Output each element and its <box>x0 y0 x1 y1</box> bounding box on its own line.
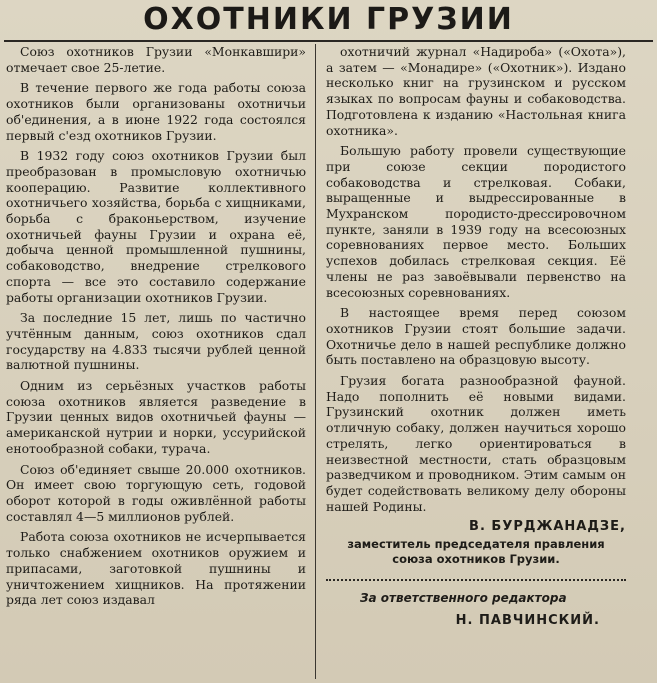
right-column <box>326 44 626 629</box>
paragraph: В настоящее время перед союзом охотников Грузии стоят большие задачи. Охотничье дело в нашей республике должно быть поставлено на образцовую высоту. <box>326 305 626 368</box>
author-title: заместитель председателя правления союза охотников Грузии. <box>347 537 605 567</box>
column-divider <box>315 44 316 679</box>
paragraph: Союз об'единяет свыше 20.000 охотников. Он имеет свою торгующую сеть, годовой оборот которой в годы оживлённой работы составлял 4—5 миллионов рублей. <box>6 461 306 524</box>
paragraph: Работа союза охотников не исчерпывается только снабжением охотников оружием и припасами, заготовкой пушнины и уничтожением хищников. На протяжении ряда лет союз издавал <box>6 529 306 608</box>
author-signature: В. БУРДЖАНАДЗЕ, <box>469 519 626 535</box>
left-column <box>6 44 306 613</box>
paragraph: За последние 15 лет, лишь по частично учтённым данным, союз охотников сдал государству на 4.833 тысячи рублей ценной валютной пушнины. <box>6 310 306 373</box>
paragraph: В течение первого же года работы союза охотников были организованы охотничьи об'единения, а в июне 1922 года состоялся первый с'езд охотников Грузии. <box>6 80 306 143</box>
paragraph: Союз охотников Грузии «Монкавшири» отмечает свое 25-летие. <box>6 44 306 75</box>
article-headline: ОХОТНИКИ ГРУЗИИ <box>143 2 514 37</box>
paragraph: Одним из серьёзных участков работы союза охотников является разведение в Грузии ценных видов охотничьей фауны — американской нутрии и норки, уссурийской енотообразной собаки, турача. <box>6 378 306 456</box>
editor-label: За ответственного редактора <box>360 591 567 606</box>
paragraph: охотничий журнал «Надироба» («Охота»), а затем — «Монадире» («Охотник»). Издано несколько книг на грузинском и русском языках по вопросам фауны и собаководства. Подготовлена к изданию «Настольная книга охотника». <box>326 44 626 138</box>
paragraph: Большую работу провели существующие при союзе секции породистого собаководства и стрелковая. Собаки, выращенные и выдрессированные в Мухранском породисто-дрессировочном пункте, заняли в 1939 году на всесоюзных соревнованиях первое место. Больших успехов добилась стрелковая секция. Её члены не раз завоёвывали первенство на всесоюзных соревнованиях. <box>326 143 626 300</box>
paragraph: Грузия богата разнообразной фауной. Надо пополнить её новыми видами. Грузинский охотник должен иметь отличную собаку, должен научиться хорошо стрелять, легко ориентироваться в неизвестной местности, стать образцовым разведчиком и проводником. Этим самым он будет содействовать великому делу обороны нашей Родины. <box>326 373 626 514</box>
paragraph: В 1932 году союз охотников Грузии был преобразован в промысловую охотничью кооперацию. Развитие коллективного охотничьего хозяйства, борьба с хищниками, борьба с браконьерством, изучение охотничьей фауны Грузии и охрана её, добыча ценной промышленной пушнины, собаководство, внедрение стрелкового спорта — все это составило содержание работы организации охотников Грузии. <box>6 148 306 305</box>
editor-name: Н. ПАВЧИНСКИЙ. <box>455 612 600 628</box>
headline-rule <box>4 40 653 42</box>
editor-divider <box>326 579 626 583</box>
